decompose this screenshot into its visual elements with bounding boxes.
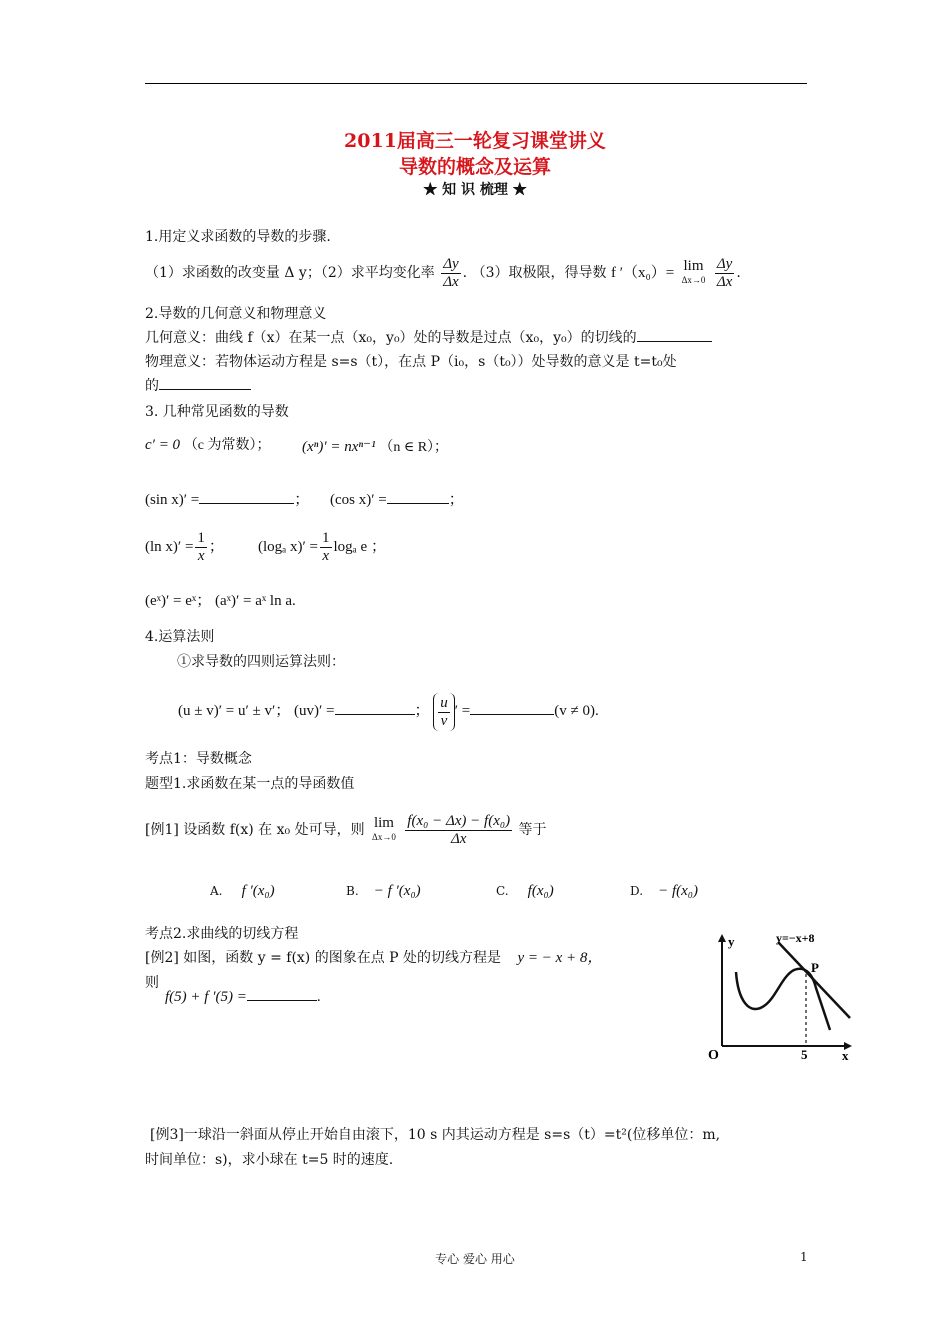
rule-product: (uv)′ = bbox=[294, 703, 335, 719]
physical-meaning: 物理意义：若物体运动方程是 s=s（t），在点 P（i₀，s（t₀））处导数的意义是 t=t₀处 bbox=[145, 354, 677, 370]
v-text: v bbox=[440, 712, 448, 729]
y-label: y bbox=[728, 934, 735, 949]
page-number: 1 bbox=[800, 1250, 808, 1264]
cos-blank bbox=[387, 491, 449, 504]
dy-text-2: Δy bbox=[716, 255, 733, 272]
option-d bbox=[630, 880, 698, 900]
step3-text: （3）取极限，得导数 bbox=[471, 265, 607, 281]
tangent-line bbox=[778, 942, 850, 1018]
quotient-blank bbox=[470, 702, 554, 715]
physical-meaning-tail bbox=[145, 377, 251, 395]
x-label: x bbox=[842, 1048, 849, 1063]
option-b-value: − f ′(x₀) bbox=[373, 883, 421, 899]
lim-sub-2: Δx→0 bbox=[372, 832, 396, 842]
geo-text: 几何意义：曲线 f（x）在某一点（x₀，y₀）处的导数是过点（x₀，y₀）的切线的 bbox=[145, 330, 637, 346]
option-d-label: D. bbox=[630, 884, 644, 898]
example3-line2: 时间单位：s)，求小球在 t=5 时的速度. bbox=[145, 1152, 394, 1168]
option-b-label: B. bbox=[346, 884, 359, 898]
one-over-x bbox=[195, 530, 207, 565]
derivative-fraction bbox=[715, 256, 734, 291]
example2-then: 则 bbox=[145, 975, 159, 991]
tangent-label: y=−x+8 bbox=[776, 931, 815, 945]
example1-tail: 等于 bbox=[518, 822, 547, 838]
formula-sin: (sin x)′ = ； bbox=[145, 492, 310, 508]
example2-eq: y = − x + 8， bbox=[517, 950, 603, 966]
section2-heading: 2.导数的几何意义和物理意义 bbox=[145, 306, 327, 322]
step2-text: （2）求平均变化率 bbox=[320, 265, 435, 281]
point1-type: 题型1.求函数在某一点的导函数值 bbox=[145, 776, 355, 792]
header-rule bbox=[145, 83, 807, 84]
formula-cos: (cos x)′ = ； bbox=[330, 492, 464, 508]
doc-subtitle-title: 导数的概念及运算 bbox=[398, 156, 551, 178]
one-over-x-2 bbox=[320, 530, 332, 565]
option-c-label: C. bbox=[496, 884, 509, 898]
limit-symbol bbox=[682, 259, 706, 287]
f6-left: (logₐ x)′ = bbox=[258, 539, 318, 555]
option-b bbox=[346, 880, 421, 900]
y-axis-arrow bbox=[718, 934, 726, 942]
u-text: u bbox=[440, 694, 448, 711]
f1-note: （c 为常数）； bbox=[183, 438, 271, 453]
f1: c′ = 0 bbox=[145, 437, 181, 453]
dx-text: Δx bbox=[443, 273, 459, 290]
lim-text: lim bbox=[683, 258, 704, 274]
example2-expr-text: f(5) + f ′(5) = bbox=[165, 989, 247, 1005]
example1-denom: Δx bbox=[450, 830, 467, 847]
point-p-label: P bbox=[811, 960, 819, 975]
sin-blank bbox=[199, 491, 294, 504]
f2-note: （n ∈ R）； bbox=[379, 440, 449, 455]
rule-quotient-tail: (v ≠ 0). bbox=[554, 703, 599, 719]
tick-5-label: 5 bbox=[801, 1047, 808, 1062]
option-a bbox=[210, 880, 275, 900]
f5-left: (ln x)′ = bbox=[145, 539, 194, 555]
f2: (xⁿ)′ = nxⁿ⁻¹ bbox=[302, 439, 376, 455]
product-blank bbox=[335, 702, 415, 715]
one-text-2: 1 bbox=[322, 530, 330, 547]
section-banner: ★ 知 识 梳理 ★ bbox=[423, 182, 527, 198]
section4-heading: 4.运算法则 bbox=[145, 629, 215, 645]
option-c bbox=[496, 880, 554, 900]
u-over-v bbox=[438, 695, 450, 730]
step1-text: （1）求函数的改变量 Δ y； bbox=[145, 265, 321, 281]
phys-blank bbox=[159, 377, 251, 390]
origin-label: O bbox=[708, 1048, 719, 1063]
example2-expr: f(5) + f ′(5) = . bbox=[165, 989, 321, 1005]
point1-heading: 考点1：导数概念 bbox=[145, 751, 252, 767]
doc-title: 2011届高三一轮复习课堂讲义 bbox=[344, 130, 606, 152]
section1-heading: 1.用定义求函数的导数的步骤. bbox=[145, 229, 331, 245]
quotient-paren bbox=[433, 693, 455, 731]
footer-motto: 专心 爱心 用心 bbox=[435, 1252, 515, 1266]
fprime-x0: f ′（x₀）= bbox=[610, 265, 675, 281]
phys-tail-text: 的 bbox=[145, 378, 159, 394]
geometric-meaning bbox=[145, 329, 712, 347]
tangent-figure bbox=[694, 928, 854, 1063]
one-text: 1 bbox=[197, 530, 205, 547]
f8: (aˣ)′ = aˣ ln a. bbox=[214, 593, 296, 609]
section3-heading: 3. 几种常见函数的导数 bbox=[145, 404, 289, 420]
formula-power bbox=[302, 437, 448, 457]
dy-text: Δy bbox=[443, 255, 459, 272]
section4-sub: ①求导数的四则运算法则： bbox=[177, 654, 345, 670]
f7: (eˣ)′ = eˣ； bbox=[145, 593, 212, 609]
option-a-value: f ′(x₀) bbox=[241, 883, 275, 899]
formula-constant bbox=[145, 437, 271, 455]
operation-rules: (u ± v)′ = u′ ± v′； (uv)′ = ； $\frac{u}{v}$ ′ = (v ≠ 0). bbox=[178, 692, 599, 731]
example1-text: [例1] 设函数 f(x) 在 x₀ 处可导，则 bbox=[145, 822, 365, 838]
example1 bbox=[145, 810, 547, 850]
lim-sub: Δx→0 bbox=[681, 275, 706, 285]
f3: (sin x)′ = bbox=[145, 492, 200, 508]
example2-blank bbox=[247, 988, 317, 1001]
f6-right: logₐ e bbox=[333, 539, 368, 555]
formula-log: (logₐ x)′ = $\frac{1}{x}$ logₐ e ； bbox=[258, 530, 386, 565]
function-curve bbox=[736, 969, 830, 1030]
example1-numer: f(x₀ − Δx) − f(x₀) bbox=[407, 812, 511, 829]
x-text: x bbox=[197, 548, 205, 565]
limit-symbol-2 bbox=[372, 816, 396, 844]
geo-blank bbox=[637, 329, 712, 342]
section1-steps: （1）求函数的改变量 Δ y；（2）求平均变化率 $\frac{\Delta y}{\Delta x}$ . （3）取极限，得导数 f ′（x₀）= lim Δx→0 $\frac{\Delta y}{\Delta x}$ . bbox=[145, 255, 741, 290]
formula-ln: (ln x)′ = $\frac{1}{x}$ ； bbox=[145, 530, 224, 565]
example2 bbox=[145, 949, 602, 967]
f4: (cos x)′ = bbox=[330, 492, 387, 508]
rule-sum: (u ± v)′ = u′ ± v′； bbox=[178, 703, 291, 719]
option-d-value: − f(x₀) bbox=[658, 883, 699, 899]
x-text-2: x bbox=[322, 548, 330, 565]
example3-line1: [例3]一球沿一斜面从停止开始自由滚下，10 s 内其运动方程是 s=s（t）=t²(位移单位：m, bbox=[150, 1127, 721, 1143]
example2-text: [例2] 如图，函数 y = f(x) 的图象在点 P 处的切线方程是 bbox=[145, 950, 502, 966]
lim-text-2: lim bbox=[373, 815, 394, 831]
dx-text-2: Δx bbox=[716, 273, 733, 290]
formula-exp bbox=[145, 589, 296, 610]
option-a-label: A. bbox=[210, 884, 223, 898]
option-c-value: f(x₀) bbox=[527, 883, 554, 899]
avg-rate-fraction bbox=[441, 256, 460, 291]
example1-fraction bbox=[405, 813, 512, 848]
point2-heading: 考点2.求曲线的切线方程 bbox=[145, 926, 299, 942]
